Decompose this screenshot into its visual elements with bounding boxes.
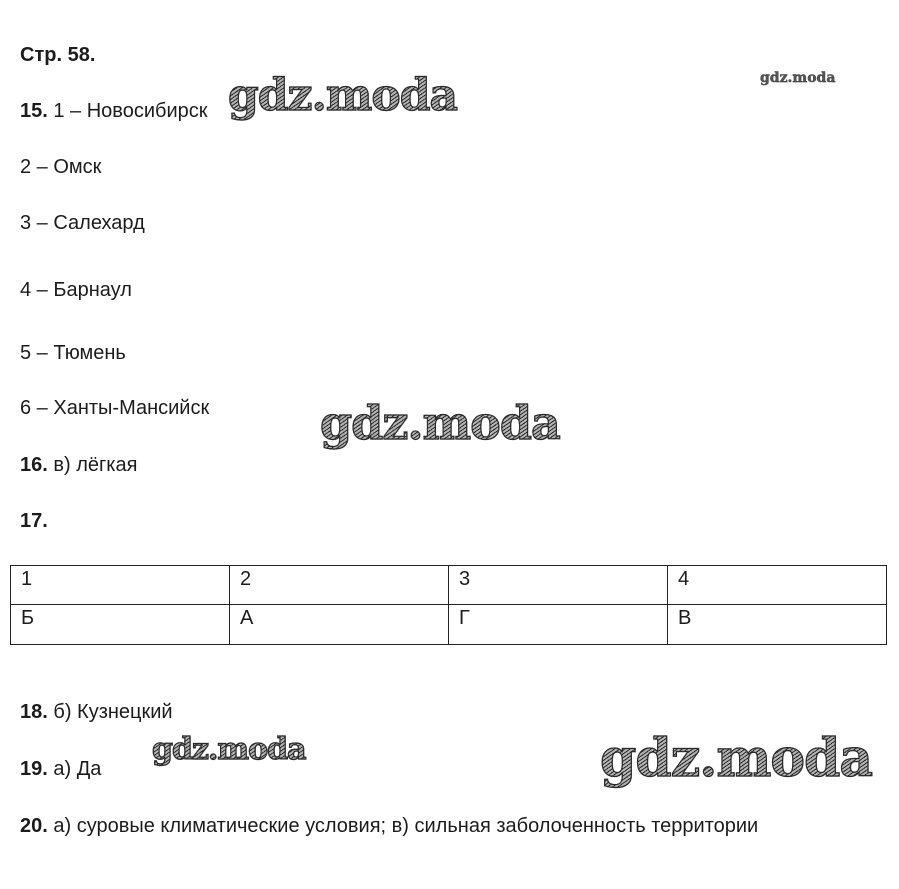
answer-15-line3 <box>20 211 145 235</box>
table-cell: А <box>230 605 449 645</box>
answer-15-line1 <box>20 99 208 123</box>
watermark-logo: gdz.moda <box>152 732 306 767</box>
answer-20 <box>20 814 758 838</box>
table-row <box>11 605 887 645</box>
table-cell: 3 <box>449 566 668 605</box>
answer-17 <box>20 509 48 533</box>
table-cell: 1 <box>11 566 230 605</box>
answer-text: 2 – Омск <box>20 156 102 178</box>
watermark-logo: gdz.moda <box>600 728 873 789</box>
table-cell: Г <box>449 605 668 645</box>
answer-text: 4 – Барнаул <box>20 279 132 301</box>
answer-number: 20. <box>20 815 48 837</box>
table-cell: 4 <box>668 566 887 605</box>
answer-19 <box>20 757 101 781</box>
watermark-logo: gdz.moda <box>320 396 560 450</box>
answer-15-line2 <box>20 155 101 179</box>
answer-number: 17. <box>20 510 48 532</box>
answer-15-line5 <box>20 341 126 365</box>
answer-text: а) суровые климатические условия; в) сильная заболоченность территории <box>47 815 759 837</box>
answer-text: б) Кузнецкий <box>47 701 173 723</box>
answer-text: 3 – Салехард <box>20 212 145 234</box>
table-cell: 2 <box>230 566 449 605</box>
watermark-logo: gdz.moda <box>228 70 458 121</box>
answer-number: 19. <box>20 758 48 780</box>
answer-15-line6 <box>20 396 209 420</box>
answer-text: а) Да <box>47 758 102 780</box>
answer-15-line4 <box>20 278 132 302</box>
page-title: Стр. 58. <box>20 44 96 66</box>
answer-text: в) лёгкая <box>47 454 138 476</box>
answer-number: 15. <box>20 100 48 122</box>
answer-18 <box>20 700 173 724</box>
answer-text: 6 – Ханты-Мансийск <box>20 397 210 419</box>
answer-16 <box>20 453 137 477</box>
answer-number: 18. <box>20 701 48 723</box>
table-cell: Б <box>11 605 230 645</box>
table-cell: В <box>668 605 887 645</box>
watermark-logo-small: gdz.moda <box>760 70 836 86</box>
answer-text: 1 – Новосибирск <box>47 100 208 122</box>
answer-text: 5 – Тюмень <box>20 342 126 364</box>
table-header-row <box>11 566 887 605</box>
answer-17-table <box>10 565 887 645</box>
answer-number: 16. <box>20 454 48 476</box>
